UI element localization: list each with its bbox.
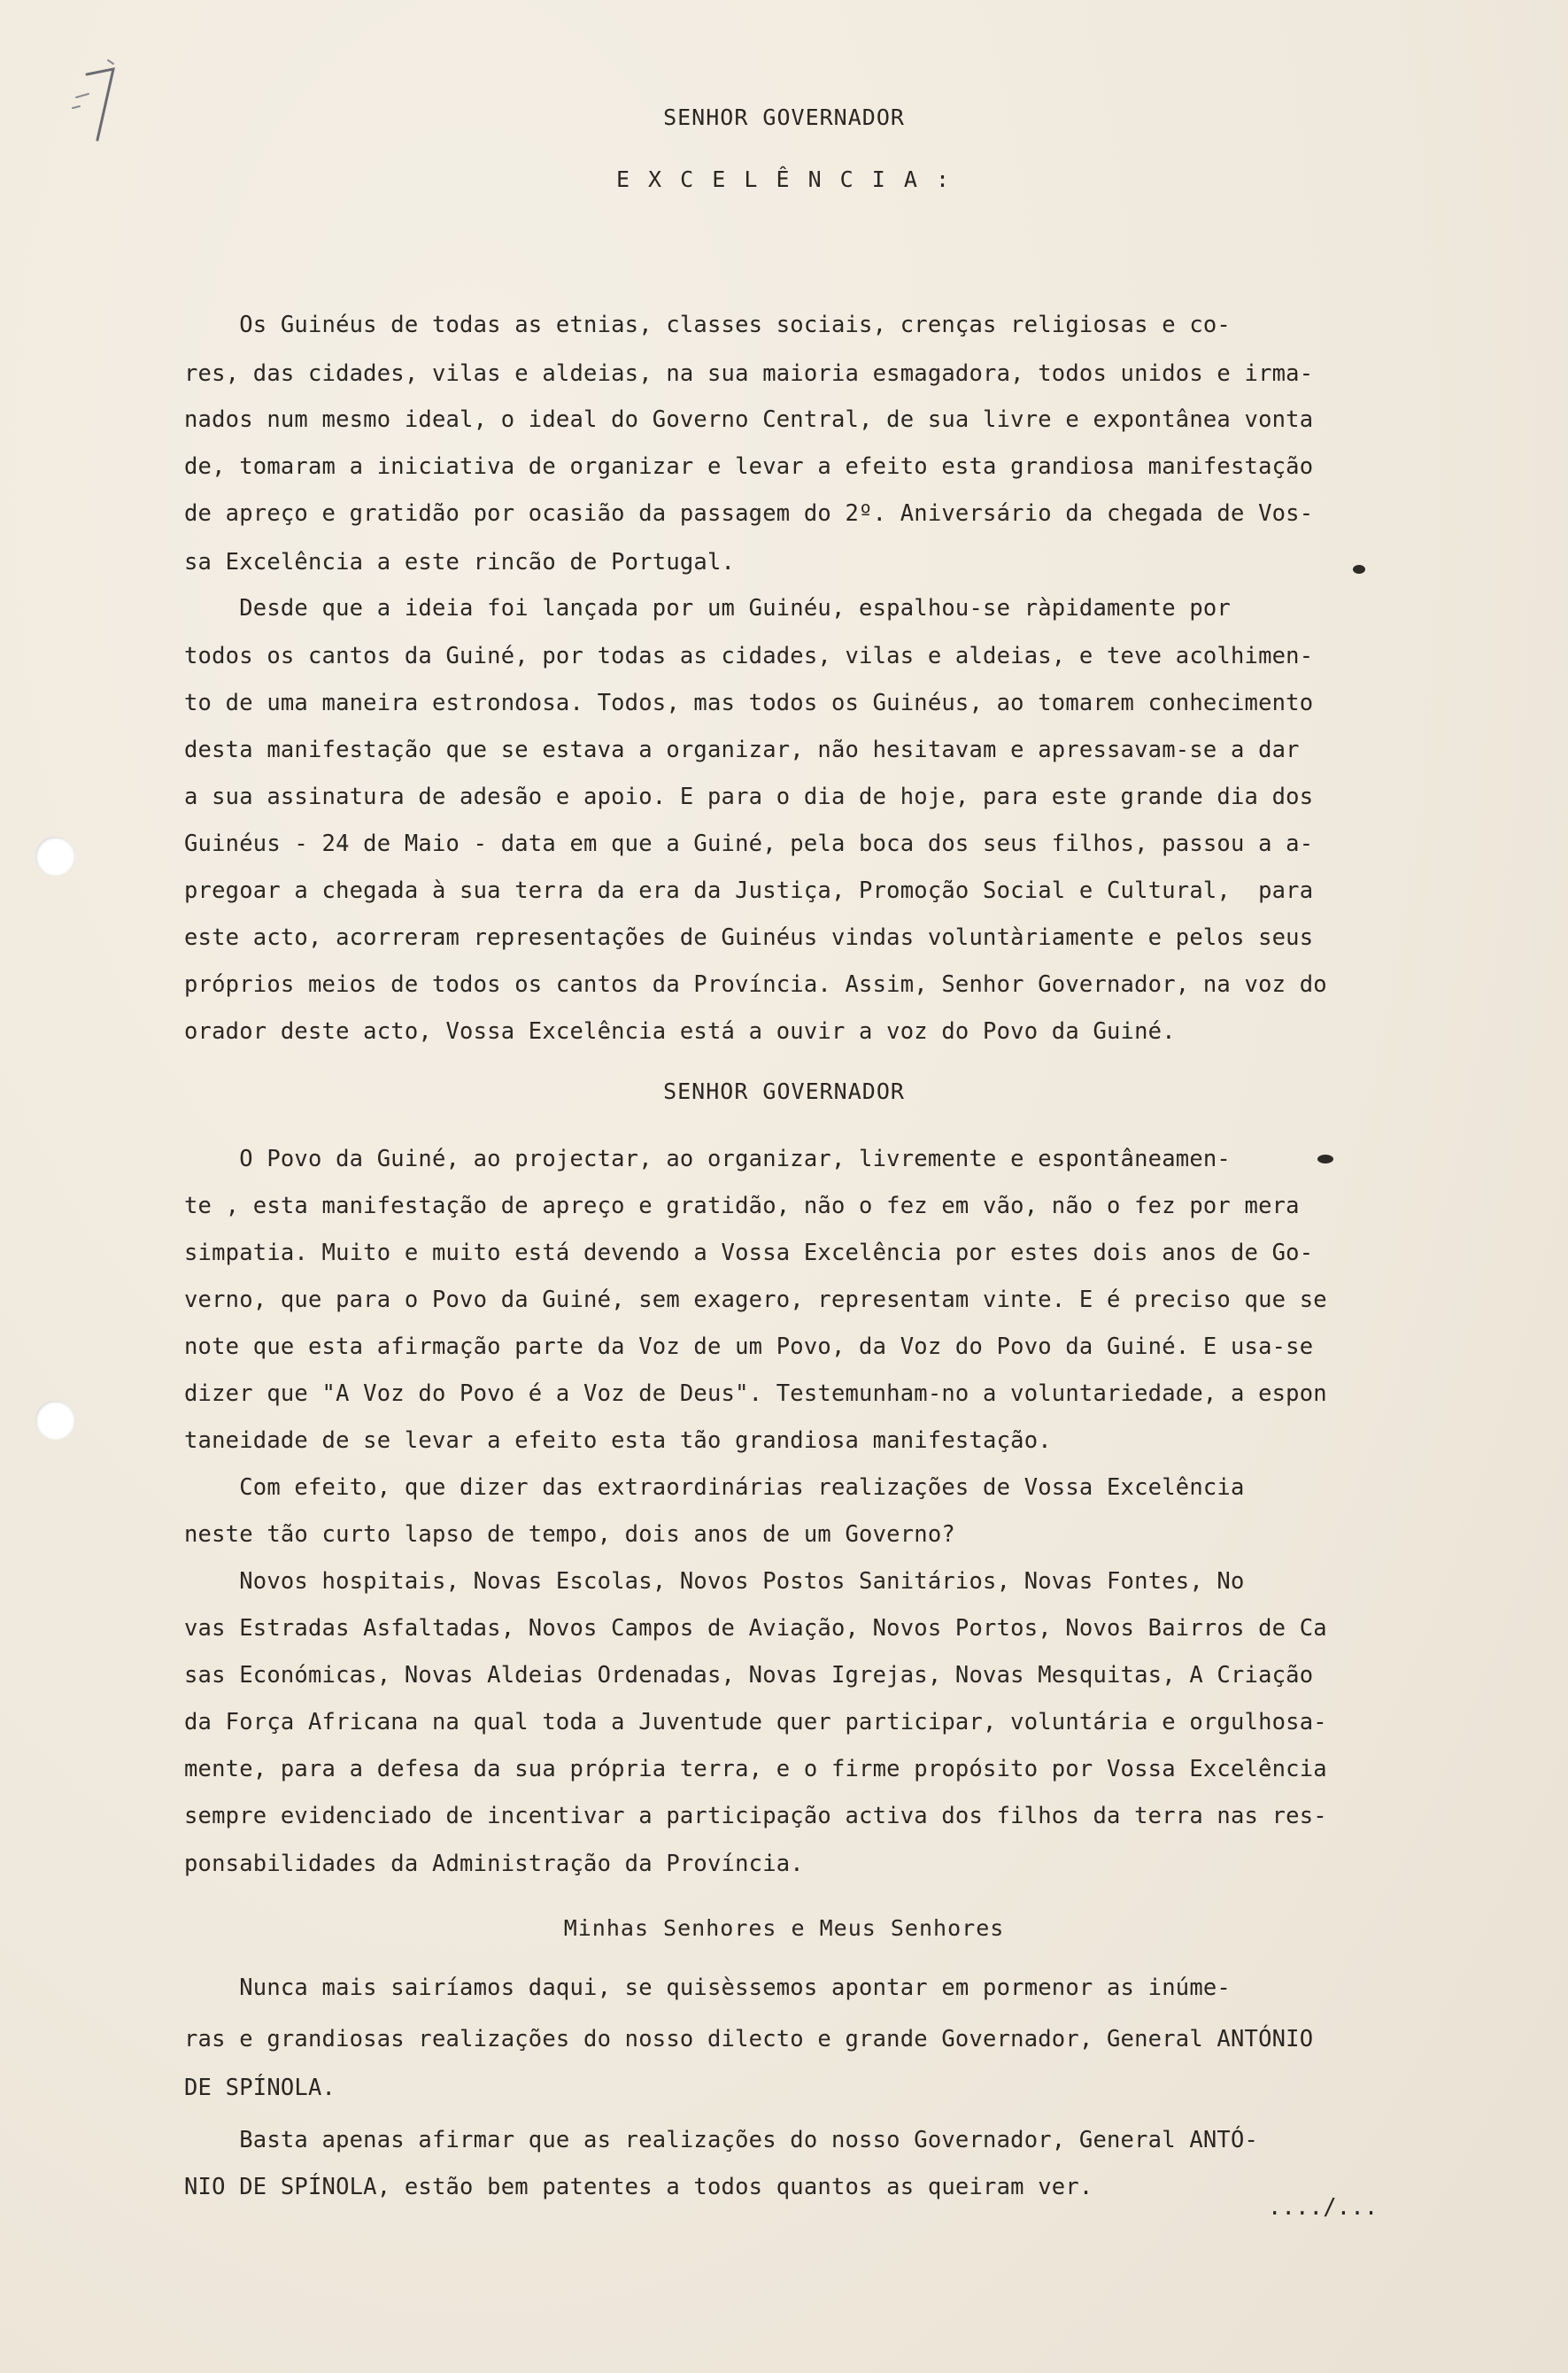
text-line: Desde que a ideia foi lançada por um Guinéu, espalhou-se ràpidamente por (184, 595, 1231, 622)
text-line: sas Económicas, Novas Aldeias Ordenadas, Novas Igrejas, Novas Mesquitas, A Criação (184, 1662, 1314, 1689)
text-line: a sua assinatura de adesão e apoio. E para o dia de hoje, para este grande dia dos (184, 784, 1314, 810)
text-line: sa Excelência a este rincão de Portugal. (184, 549, 736, 576)
text-line: ponsabilidades da Administração da Província. (184, 1851, 804, 1877)
text-line: Com efeito, que dizer das extraordinárias realizações de Vossa Excelência (184, 1474, 1245, 1501)
text-line: neste tão curto lapso de tempo, dois anos de um Governo? (184, 1521, 955, 1548)
text-line: simpatia. Muito e muito está devendo a Vossa Excelência por estes dois anos de Go- (184, 1240, 1314, 1266)
text-line: DE SPÍNOLA. (184, 2075, 336, 2101)
text-line: orador deste acto, Vossa Excelência está a ouvir a voz do Povo da Guiné. (184, 1018, 1176, 1045)
handwritten-seven-mark (69, 55, 149, 152)
text-line: Basta apenas afirmar que as realizações do nosso Governador, General ANTÓ- (184, 2127, 1259, 2153)
text-line: de, tomaram a iniciativa de organizar e levar a efeito esta grandiosa manifestação (184, 453, 1314, 480)
text-line: da Força Africana na qual toda a Juventude quer participar, voluntária e orgulhosa- (184, 1709, 1327, 1735)
text-line: Nunca mais sairíamos daqui, se quisèssemos apontar em pormenor as inúme- (184, 1975, 1231, 2001)
excellency-heading: E X C E L Ê N C I A : (615, 166, 953, 192)
text-line: pregoar a chegada à sua terra da era da Justiça, Promoção Social e Cultural, para (184, 877, 1314, 904)
text-line: vas Estradas Asfaltadas, Novos Campos de Aviação, Novos Portos, Novos Bairros de Ca (184, 1615, 1327, 1642)
ink-blot (1353, 565, 1365, 574)
text-line: O Povo da Guiné, ao projectar, ao organizar, livremente e espontâneamen- (184, 1146, 1231, 1172)
text-line: mente, para a defesa da sua própria terra, e o firme propósito por Vossa Excelência (184, 1756, 1327, 1782)
text-line: res, das cidades, vilas e aldeias, na sua maioria esmagadora, todos unidos e irma- (184, 360, 1314, 387)
text-line: note que esta afirmação parte da Voz de um Povo, da Voz do Povo da Guiné. E usa-se (184, 1333, 1314, 1360)
text-line: dizer que "A Voz do Povo é a Voz de Deus". Testemunham-no a voluntariedade, a espon (184, 1380, 1327, 1407)
text-line: desta manifestação que se estava a organizar, não hesitavam e apressavam-se a dar (184, 737, 1300, 763)
audience-heading: Minhas Senhores e Meus Senhores (563, 1915, 1005, 1941)
text-line: NIO DE SPÍNOLA, estão bem patentes a todos quantos as queiram ver. (184, 2174, 1093, 2200)
text-line: Guinéus - 24 de Maio - data em que a Guiné, pela boca dos seus filhos, passou a a- (184, 831, 1314, 857)
punch-hole-lower (35, 1401, 74, 1440)
salutation-heading-repeat: SENHOR GOVERNADOR (663, 1078, 905, 1104)
text-line: de apreço e gratidão por ocasião da passagem do 2º. Aniversário da chegada de Vos- (184, 500, 1314, 527)
text-line: Os Guinéus de todas as etnias, classes sociais, crenças religiosas e co- (184, 312, 1231, 338)
text-line: te , esta manifestação de apreço e gratidão, não o fez em vão, não o fez por mera (184, 1193, 1300, 1219)
text-line: taneidade de se levar a efeito esta tão grandiosa manifestação. (184, 1427, 1052, 1454)
text-line: verno, que para o Povo da Guiné, sem exagero, representam vinte. E é preciso que se (184, 1287, 1327, 1313)
text-line: próprios meios de todos os cantos da Província. Assim, Senhor Governador, na voz do (184, 971, 1327, 998)
text-line: Novos hospitais, Novas Escolas, Novos Postos Sanitários, Novas Fontes, No (184, 1568, 1245, 1595)
ink-blot (1317, 1155, 1333, 1163)
punch-hole-upper (35, 837, 74, 876)
text-line: todos os cantos da Guiné, por todas as cidades, vilas e aldeias, e teve acolhimen- (184, 643, 1314, 669)
salutation-heading: SENHOR GOVERNADOR (663, 104, 905, 130)
text-line: este acto, acorreram representações de Guinéus vindas voluntàriamente e pelos seus (184, 924, 1314, 951)
text-line: nados num mesmo ideal, o ideal do Governo Central, de sua livre e expontânea vonta (184, 406, 1314, 433)
continuation-marker: ..../... (1268, 2194, 1379, 2221)
text-line: sempre evidenciado de incentivar a participação activa dos filhos da terra nas res- (184, 1803, 1327, 1829)
text-line: to de uma maneira estrondosa. Todos, mas todos os Guinéus, ao tomarem conhecimento (184, 690, 1314, 716)
text-line: ras e grandiosas realizações do nosso dilecto e grande Governador, General ANTÓNIO (184, 2026, 1314, 2052)
